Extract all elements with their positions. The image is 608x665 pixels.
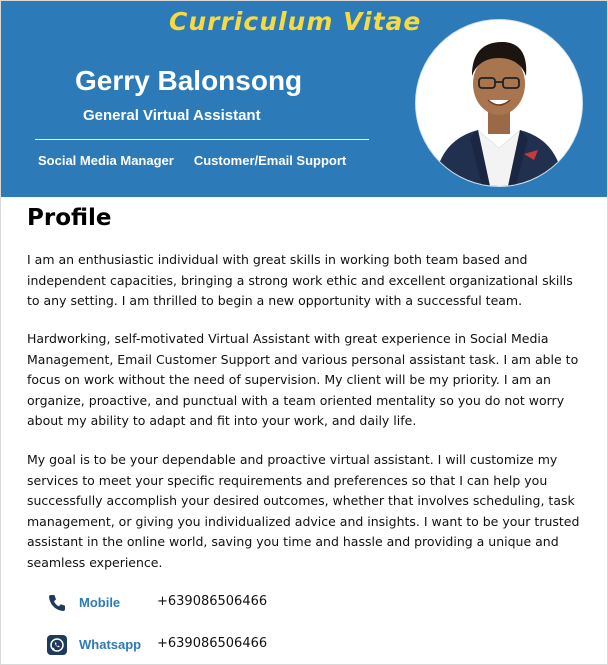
profile-photo	[415, 19, 583, 187]
contact-label: Mobile	[79, 595, 121, 610]
skills-list	[38, 153, 346, 168]
profile-photo-illustration	[416, 20, 582, 186]
contact-value: +639086506466	[157, 636, 268, 651]
contact-value: +639086506466	[157, 594, 268, 609]
cv-title: Curriculum Vitae	[169, 7, 422, 36]
header-divider	[35, 139, 369, 140]
profile-paragraph: Hardworking, self-motivated Virtual Assistant with great experience in Social Media Management, Email Customer Support and various personal assistant task. I am able to focus on work without the need of supervision. My client will be my priority. I am an organize, proactive, and punctual with a team oriented mentality so you do not worry about my ability to adapt and fit into your work, and daily life.	[27, 331, 579, 428]
profile-paragraph: I am an enthusiastic individual with great skills in working both team based and independent capacities, bringing a strong work ethic and excellent organizational skills to any setting. I am thrilled to begin a new opportunity with a successful team.	[27, 252, 573, 308]
profile-heading: Profile	[27, 205, 112, 231]
profile-paragraph: My goal is to be your dependable and proactive virtual assistant. I will customize my services to meet your specific requirements and preferences so that I can help you successfully accomplish your desired outcomes, whether that involves scheduling, task management, or giving you individualized advice and insights. I want to be your trusted assistant in the online world, saving you time and hassle and providing a unique and seamless experience.	[27, 452, 580, 570]
candidate-role: General Virtual Assistant	[83, 107, 261, 124]
cv-header	[1, 1, 608, 197]
phone-icon	[47, 593, 67, 613]
skill-item: Customer/Email Support	[193, 153, 347, 168]
skill-item: Social Media Manager	[38, 153, 174, 168]
candidate-name: Gerry Balonsong	[75, 65, 303, 96]
contact-label: Whatsapp	[79, 637, 142, 652]
whatsapp-icon	[47, 635, 67, 655]
